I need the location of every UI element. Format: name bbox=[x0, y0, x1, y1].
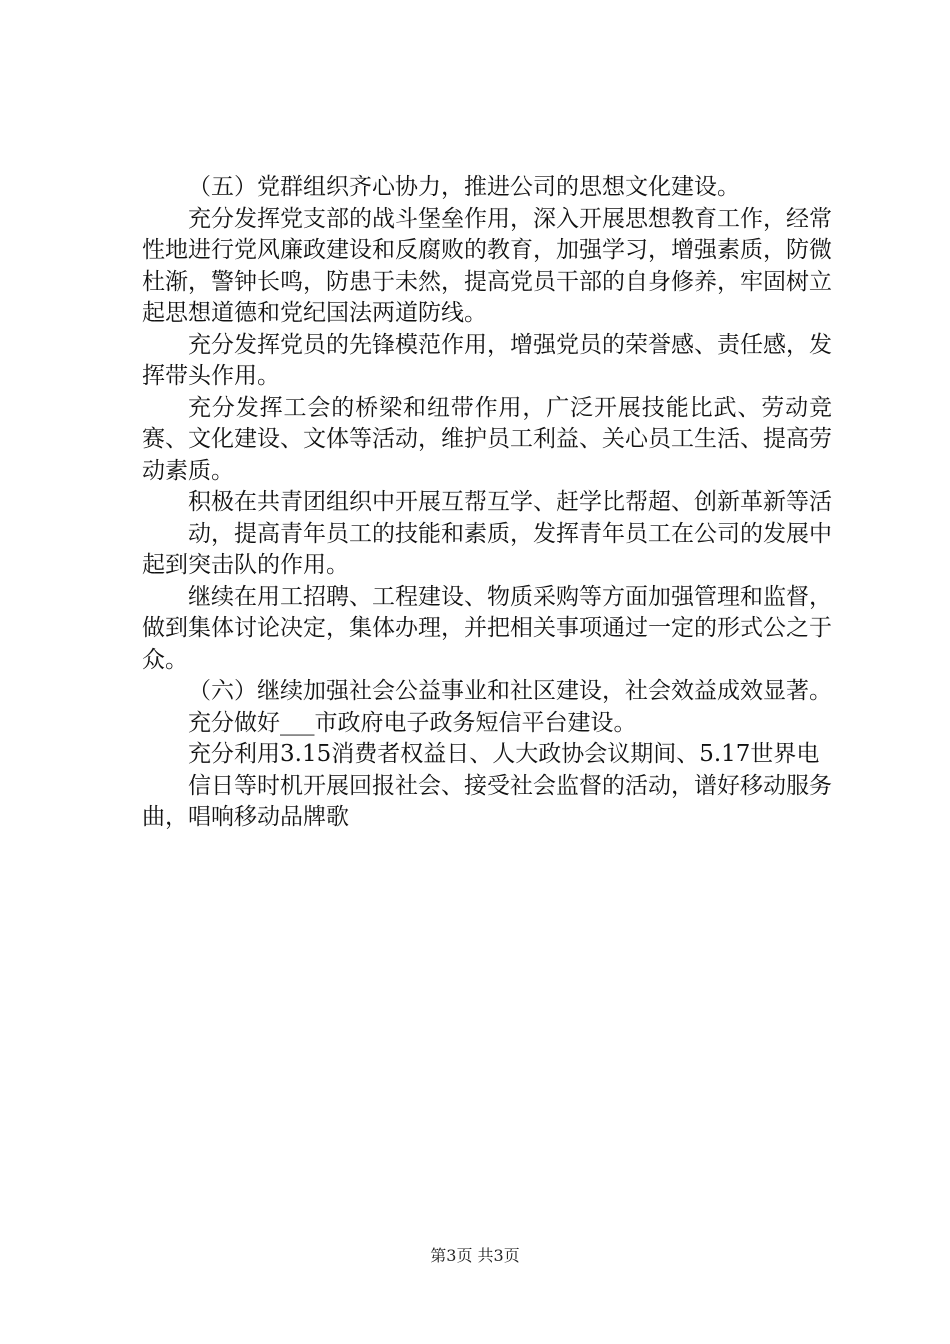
paragraph-consumer-day-continued: 信日等时机开展回报社会、接受社会监督的活动，谱好移动服务曲，唱响移动品牌歌 bbox=[142, 772, 832, 830]
paragraph-youth-league-continued: 动，提高青年员工的技能和素质，发挥青年员工在公司的发展中起到突击队的作用。 bbox=[142, 520, 832, 578]
paragraph-sms-platform: 充分做好___市政府电子政务短信平台建设。 bbox=[188, 709, 637, 736]
paragraph-supervision: 继续在用工招聘、工程建设、物质采购等方面加强管理和监督，做到集体讨论决定，集体办理，并把相关事项通过一定的形式公之于众。 bbox=[142, 583, 832, 673]
section-heading-six: （六）继续加强社会公益事业和社区建设，社会效益成效显著。 bbox=[188, 678, 832, 704]
paragraph-party-members: 充分发挥党员的先锋模范作用，增强党员的荣誉感、责任感，发挥带头作用。 bbox=[142, 331, 832, 389]
document-body bbox=[142, 172, 832, 834]
paragraph-youth-league: 积极在共青团组织中开展互帮互学、赶学比帮超、创新革新等活 bbox=[188, 489, 832, 515]
paragraph-trade-union: 充分发挥工会的桥梁和纽带作用，广泛开展技能比武、劳动竞赛、文化建设、文体等活动，维护员工利益、关心员工生活、提高劳动素质。 bbox=[142, 394, 832, 484]
paragraph-party-branch: 充分发挥党支部的战斗堡垒作用，深入开展思想教育工作，经常性地进行党风廉政建设和反腐败的教育，加强学习，增强素质，防微杜渐，警钟长鸣，防患于未然，提高党员干部的自身修养，牢固树立起思想道德和党纪国法两道防线。 bbox=[142, 205, 832, 326]
section-heading-five: （五）党群组织齐心协力，推进公司的思想文化建设。 bbox=[188, 174, 740, 200]
page-number-footer: 第3页 共3页 bbox=[430, 1246, 520, 1265]
paragraph-consumer-day: 充分利用3.15消费者权益日、人大政协会议期间、5.17世界电 bbox=[188, 741, 820, 767]
